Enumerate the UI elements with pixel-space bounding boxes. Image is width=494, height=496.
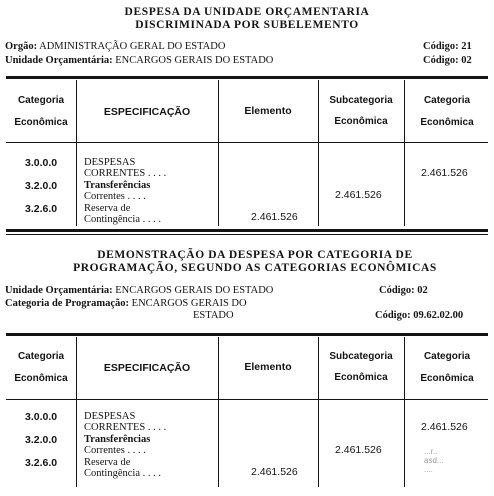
unidade-code: 02 bbox=[461, 55, 472, 66]
unidade-value: ENCARGOS GERAIS DO ESTADO bbox=[115, 55, 274, 66]
unidade-code-label: Código: bbox=[423, 55, 459, 66]
table2-elemento-value: 2.461.526 bbox=[251, 466, 298, 478]
table1-categoria-value: 2.461.526 bbox=[421, 167, 468, 179]
table1-header-col1-line2: Econômica bbox=[14, 117, 68, 128]
section2-title-line1: DEMONSTRAÇÃO DA DESPESA POR CATEGORIA DE bbox=[97, 249, 413, 261]
orgao-value: ADMINISTRAÇÃO GERAL DO ESTADO bbox=[39, 41, 226, 52]
table1-header-rule bbox=[6, 142, 488, 143]
section2-title-line2: PROGRAMAÇÃO, SEGUNDO AS CATEGORIAS ECONÔMICAS bbox=[73, 262, 437, 274]
table1-header-col3: Elemento bbox=[244, 105, 292, 117]
section1-title-line2: DISCRIMINADA POR SUBELEMENTO bbox=[135, 19, 359, 31]
table1-header-col1-line1: Categoria bbox=[17, 95, 65, 106]
s2-categoria-code-line bbox=[375, 310, 463, 322]
table2-top-rule bbox=[6, 333, 488, 336]
table2-faded-stamp-line2: asd... bbox=[424, 456, 444, 465]
table1-header-col5-line1: Categoria bbox=[423, 95, 471, 106]
table1-code-2: 3.2.0.0 bbox=[25, 180, 58, 192]
table2-header-col3: Elemento bbox=[244, 361, 292, 373]
table2-spec-2-line2: Correntes . . . . bbox=[84, 445, 146, 456]
table1-spec-3-line1: Reserva de bbox=[84, 203, 131, 214]
table1-spec-3-line2: Contingência . . . . bbox=[84, 214, 161, 225]
table1-bottom-rule bbox=[6, 229, 488, 232]
unidade-line bbox=[5, 55, 273, 67]
s2-categoria-line bbox=[5, 298, 247, 310]
table1-spec-1-line1: DESPESAS bbox=[84, 157, 136, 168]
section1-title-line1: DESPESA DA UNIDADE ORÇAMENTARIA bbox=[124, 6, 370, 18]
table1-top-rule bbox=[6, 76, 488, 79]
table2-header-col4-line1: Subcategoria bbox=[329, 351, 393, 362]
table1-elemento-value: 2.461.526 bbox=[251, 211, 298, 223]
s2-unidade-code-label: Código: bbox=[379, 285, 415, 296]
table2-spec-1-line2: CORRENTES . . . . bbox=[84, 422, 167, 433]
orgao-line bbox=[5, 41, 225, 53]
table2-spec-1-line1: DESPESAS bbox=[84, 411, 136, 422]
table1-spec-1-line2: CORRENTES . . . . bbox=[84, 168, 167, 179]
s2-categoria-label: Categoria de Programação: bbox=[5, 298, 130, 309]
s2-categoria-value-line1: ENCARGOS GERAIS DO bbox=[131, 298, 247, 309]
table2-subcategoria-value: 2.461.526 bbox=[335, 444, 382, 456]
unidade-label: Unidade Orçamentária: bbox=[5, 55, 113, 66]
table1-header-col4-line1: Subcategoria bbox=[329, 95, 393, 106]
s2-categoria-value-line2: ESTADO bbox=[193, 310, 234, 321]
table2-code-2: 3.2.0.0 bbox=[25, 434, 58, 446]
table2-header-col4-line2: Econômica bbox=[334, 372, 388, 383]
s2-categoria-code: 09.62.02.00 bbox=[413, 310, 464, 321]
table1-code-3: 3.2.6.0 bbox=[25, 203, 58, 215]
orgao-label: Orgão: bbox=[5, 41, 38, 52]
orgao-code-line bbox=[423, 41, 472, 53]
table1-header-col5-line2: Econômica bbox=[420, 117, 474, 128]
table2-categoria-value: 2.461.526 bbox=[421, 421, 468, 433]
table1-spec-2-line1: Transferências bbox=[84, 180, 151, 191]
unidade-code-line bbox=[423, 55, 472, 67]
s2-unidade-code: 02 bbox=[417, 285, 428, 296]
table1-code-1: 3.0.0.0 bbox=[25, 157, 58, 169]
table1-bottom-rule-thin bbox=[6, 234, 488, 235]
table2-spec-3-line2: Contingência . . . . bbox=[84, 468, 161, 479]
table2-faded-stamp-line3: .... bbox=[424, 465, 433, 474]
s2-unidade-label: Unidade Orçamentária: bbox=[5, 285, 113, 296]
s2-unidade-code-line bbox=[379, 285, 428, 297]
table2-header-rule bbox=[6, 399, 488, 400]
table1-header-col4-line2: Econômica bbox=[334, 116, 388, 127]
table2-header-col1-line1: Categoria bbox=[17, 351, 65, 362]
table2-spec-3-line1: Reserva de bbox=[84, 457, 131, 468]
table2-code-3: 3.2.6.0 bbox=[25, 457, 58, 469]
table2-spec-2-line1: Transferências bbox=[84, 434, 151, 445]
table2-header-col5-line1: Categoria bbox=[423, 351, 471, 362]
table2-header-col5-line2: Econômica bbox=[420, 373, 474, 384]
s2-categoria-code-label: Código: bbox=[375, 310, 411, 321]
table1-header-col2: ESPECIFICAÇÃO bbox=[103, 106, 191, 118]
s2-unidade-value: ENCARGOS GERAIS DO ESTADO bbox=[115, 285, 274, 296]
table1-subcategoria-value: 2.461.526 bbox=[335, 189, 382, 201]
table2-code-1: 3.0.0.0 bbox=[25, 411, 58, 423]
table2-header-col2: ESPECIFICAÇÃO bbox=[103, 362, 191, 374]
table1-spec-2-line2: Correntes . . . . bbox=[84, 191, 146, 202]
table2-faded-stamp-line1: ...r.. bbox=[424, 447, 438, 456]
orgao-code: 21 bbox=[461, 41, 472, 52]
s2-unidade-line bbox=[5, 285, 273, 297]
orgao-code-label: Código: bbox=[423, 41, 459, 52]
table2-header-col1-line2: Econômica bbox=[14, 373, 68, 384]
